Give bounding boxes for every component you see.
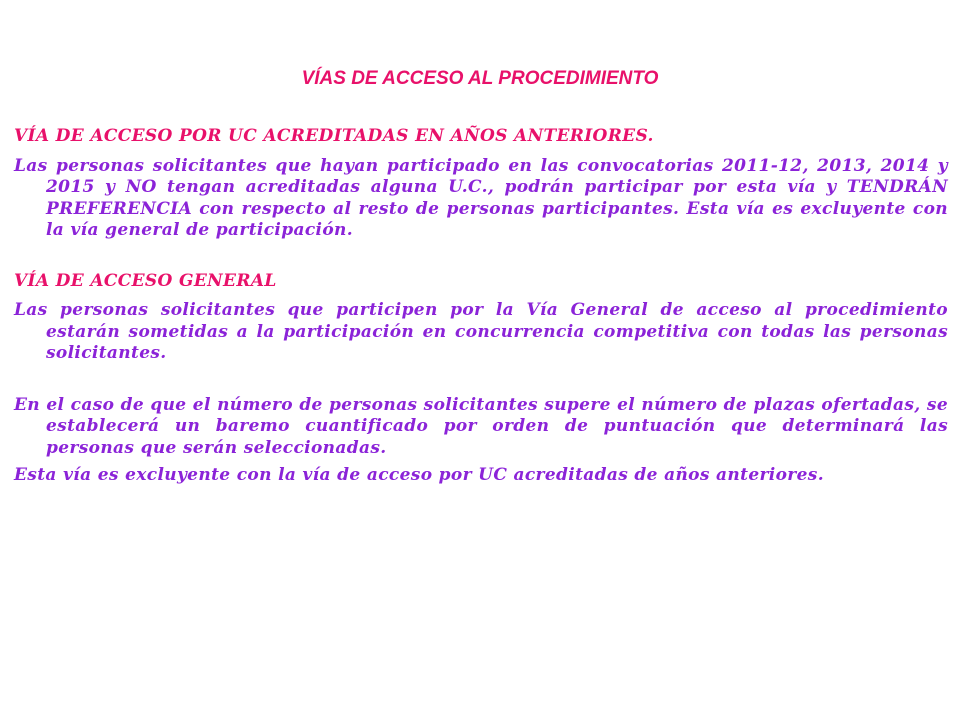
section-paragraph-baremo: En el caso de que el número de personas solicitantes supere el número de plazas ofertadas, se establecerá un baremo cuantificado por orden de puntuación que determinará las personas que serán seleccionadas.: [14, 394, 948, 458]
spacer: [14, 242, 948, 271]
slide-body: [14, 126, 948, 487]
section-paragraph-uc-acreditadas: Las personas solicitantes que hayan participado en las convocatorias 2011-12, 2013, 2014 y 2015 y NO tengan acreditadas alguna U.C., podrán participar por esta vía y TENDRÁN PREFERENCIA con respecto al resto de personas participantes. Esta vía es excluyente con la vía general de participación.: [14, 155, 948, 240]
section-paragraph-acceso-general: Las personas solicitantes que participen por la Vía General de acceso al procedimiento estarán sometidas a la participación en concurrencia competitiva con todas las personas solicitantes.: [14, 300, 948, 363]
slide-title: VÍAS DE ACCESO AL PROCEDIMIENTO: [301, 68, 659, 89]
section-heading-acceso-general: VÍA DE ACCESO GENERAL: [14, 270, 277, 291]
spacer: [14, 365, 948, 395]
section-heading-uc-acreditadas: VÍA DE ACCESO POR UC ACREDITADAS EN AÑOS ANTERIORES.: [14, 126, 654, 146]
section-paragraph-excluyente: Esta vía es excluyente con la vía de acceso por UC acreditadas de años anteriores.: [14, 465, 824, 485]
